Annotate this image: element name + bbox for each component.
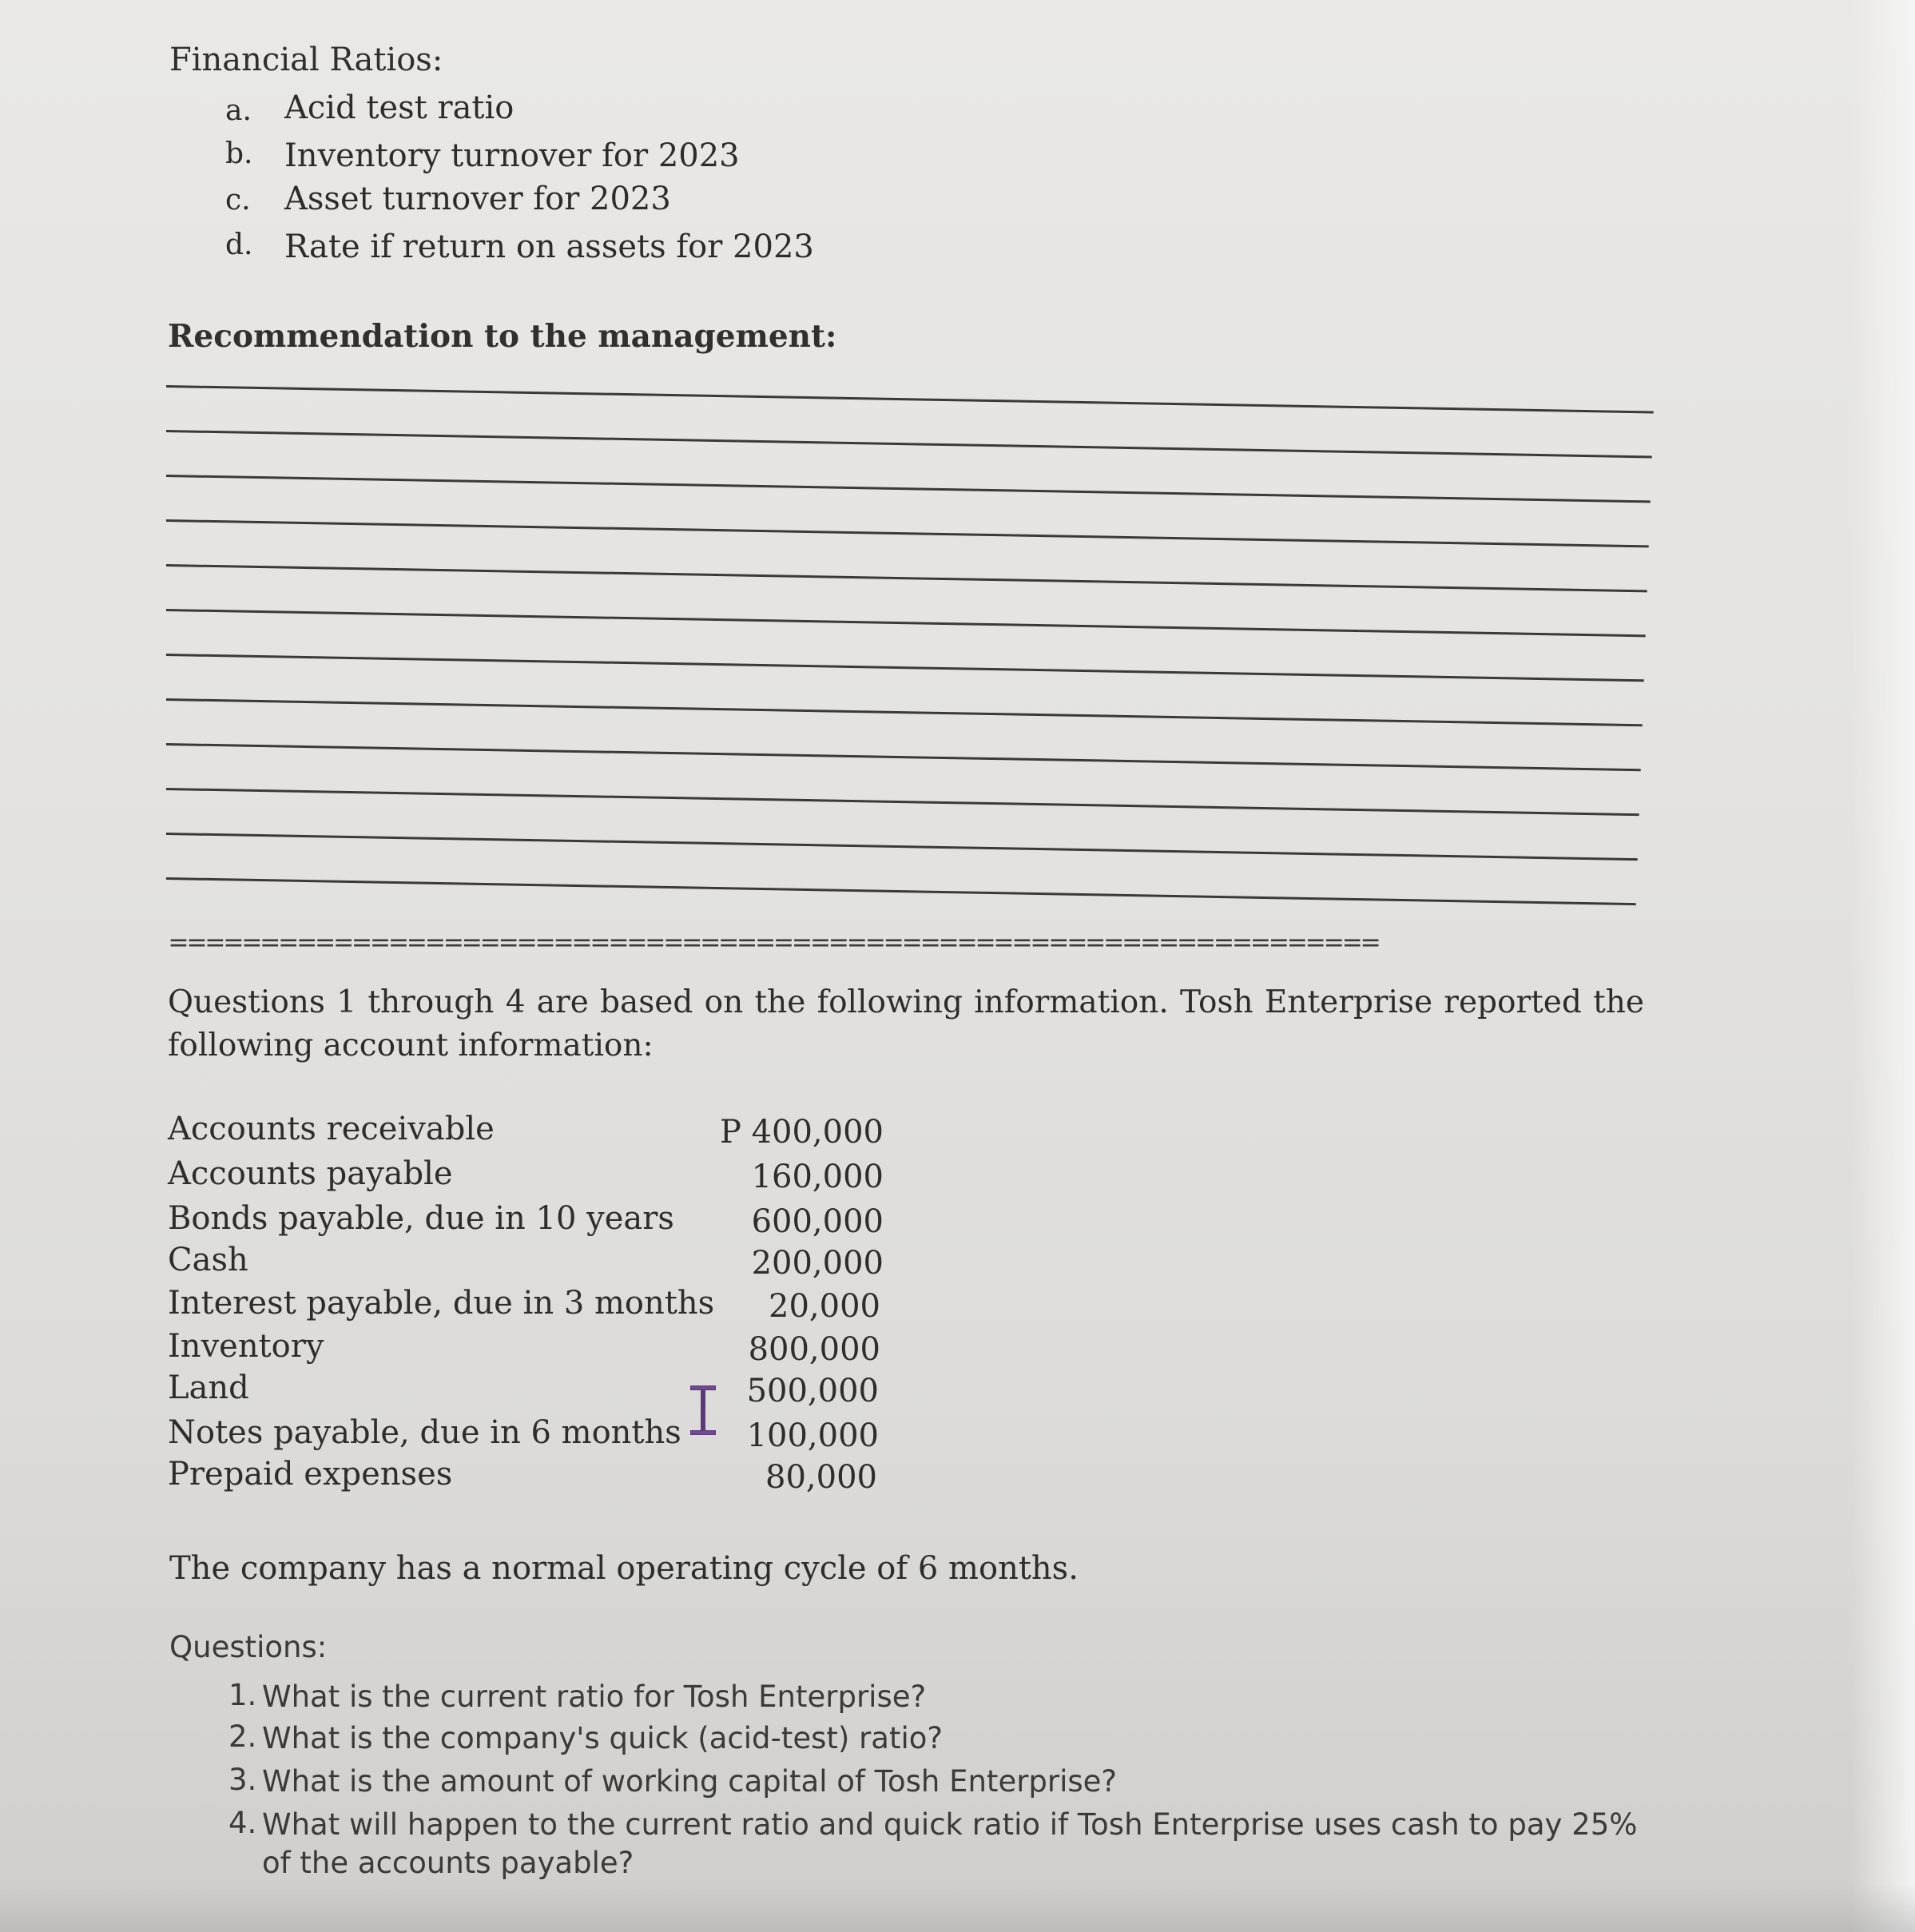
account-value-prepaid-expenses: 80,000 [765, 1459, 877, 1496]
ratio-text-a: Acid test ratio [284, 89, 515, 126]
screen-bottom-shadow [0, 1884, 1915, 1932]
account-label-bonds-payable: Bonds payable, due in 10 years [168, 1200, 674, 1237]
question-text-4: What will happen to the current ratio and quick ratio if Tosh Enterprise uses cash to pay 25% [262, 1807, 1638, 1842]
account-value-land: 500,000 [746, 1373, 879, 1409]
account-value-cash: 200,000 [751, 1245, 884, 1282]
account-value-accounts-receivable: P 400,000 [719, 1114, 884, 1151]
account-value-accounts-payable: 160,000 [751, 1159, 884, 1195]
answer-line [166, 475, 1651, 503]
account-value-bonds-payable: 600,000 [751, 1203, 884, 1240]
ratio-letter-c: c. [225, 184, 251, 217]
intro-line-2: following account information: [168, 1028, 654, 1063]
account-label-prepaid-expenses: Prepaid expenses [168, 1456, 453, 1493]
account-label-interest-payable: Interest payable, due in 3 months [168, 1285, 715, 1322]
ratio-text-d: Rate if return on assets for 2023 [284, 229, 814, 265]
ratio-letter-b: b. [225, 137, 253, 170]
question-number-3: 3. [228, 1763, 257, 1797]
question-number-2: 2. [228, 1719, 257, 1754]
question-text-2: What is the company's quick (acid-test) ratio? [262, 1721, 944, 1755]
ratio-text-b: Inventory turnover for 2023 [284, 137, 740, 174]
question-number-1: 1. [228, 1678, 257, 1712]
ratio-letter-d: d. [225, 229, 253, 261]
page-title: Financial Ratios: [169, 42, 443, 78]
account-label-land: Land [168, 1369, 249, 1406]
answer-line [166, 654, 1644, 682]
account-value-inventory: 800,000 [748, 1331, 880, 1368]
account-label-accounts-payable: Accounts payable [168, 1155, 453, 1192]
recommendation-heading: Recommendation to the management: [168, 318, 837, 355]
answer-line [166, 430, 1652, 458]
account-label-accounts-receivable: Accounts receivable [168, 1111, 495, 1147]
answer-line [166, 788, 1639, 816]
text-cursor-ibeam-icon [687, 1384, 719, 1437]
ratio-text-c: Asset turnover for 2023 [284, 181, 671, 217]
answer-line [166, 833, 1638, 861]
section-separator: ================================================================== [169, 928, 1381, 957]
answer-line [166, 698, 1643, 726]
screen-edge-glare [1851, 0, 1915, 1932]
answer-line [166, 877, 1636, 905]
question-number-4: 4. [228, 1806, 257, 1840]
question-text-1: What is the current ratio for Tosh Enterprise? [262, 1680, 927, 1714]
operating-cycle-note: The company has a normal operating cycle of 6 months. [169, 1550, 1079, 1587]
account-value-interest-payable: 20,000 [769, 1288, 880, 1325]
ratio-letter-a: a. [225, 94, 252, 127]
answer-line [166, 519, 1649, 547]
account-value-notes-payable: 100,000 [746, 1417, 879, 1454]
account-label-notes-payable: Notes payable, due in 6 months [168, 1414, 681, 1451]
account-label-inventory: Inventory [168, 1328, 324, 1365]
question-text-4-continued: of the accounts payable? [262, 1846, 634, 1880]
account-label-cash: Cash [168, 1242, 248, 1278]
answer-line [166, 609, 1646, 637]
answer-line [166, 743, 1641, 771]
intro-line-1: Questions 1 through 4 are based on the following information. Tosh Enterprise reported the [168, 984, 1644, 1020]
questions-heading: Questions: [169, 1630, 328, 1664]
answer-line [166, 564, 1647, 592]
answer-line [166, 385, 1654, 413]
question-text-3: What is the amount of working capital of Tosh Enterprise? [262, 1764, 1118, 1799]
